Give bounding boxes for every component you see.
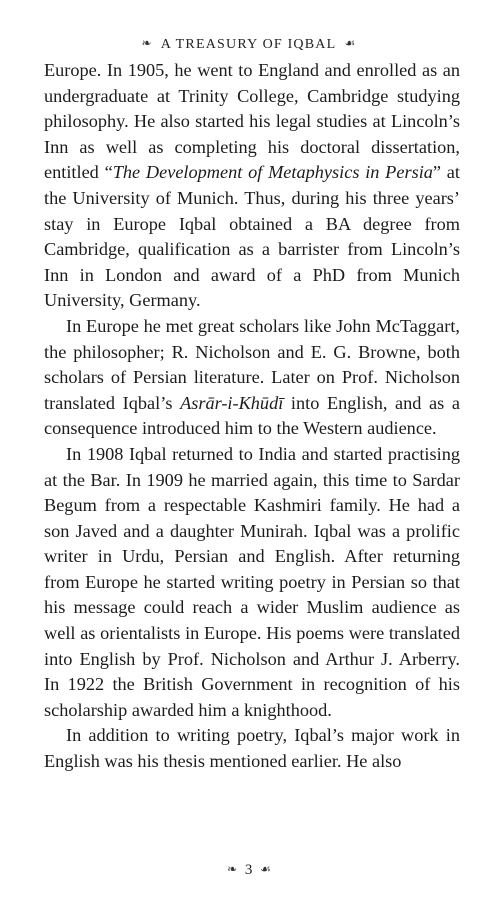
- book-title-asrar: Asrār-i-Khūdī: [180, 392, 284, 413]
- paragraph-2-text: In Europe he met great scholars like John McTaggart, the philosopher; R. Nicholson and E. G. Browne, both scholars of Persian literature. Later on Prof. Nicholson translated Iqbal’s: [44, 315, 460, 413]
- footer-right-ornament-icon: ☙: [260, 862, 271, 876]
- paragraph-1: [44, 58, 460, 314]
- footer-left-ornament-icon: ❧: [227, 862, 238, 876]
- paragraph-4-text: In addition to writing poetry, Iqbal’s major work in English was his thesis mentioned earlier. He also: [44, 725, 460, 772]
- running-header-title: A TREASURY OF IQBAL: [160, 37, 336, 52]
- paragraph-2: [44, 314, 460, 442]
- paragraph-1-text: Europe. In 1905, he went to England and enrolled as an undergraduate at Trinity College, Cambridge studying philosophy. He also started his legal studies at Lincoln’s Inn as well as completing his doctoral dissertation, entitled “: [44, 60, 460, 183]
- paragraph-4: [44, 723, 460, 774]
- page-number: 3: [244, 862, 253, 878]
- dissertation-title: The Development of Metaphysics in Persia: [112, 162, 433, 183]
- paragraph-3-text: In 1908 Iqbal returned to India and started practising at the Bar. In 1909 he married again, this time to Sardar Begum from a respectable Kashmiri family. He had a son Javed and a daughter Munirah. Iqbal was a prolific writer in Urdu, Persian and English. After returning from Europe he started writing poetry in Persian so that his message could reach a wider Muslim audience as well as orientalists in Europe. His poems were translated into English by Prof. Nicholson and Arthur J. Arberry. In 1922 the British Government in recognition of his scholarship awarded him a knighthood.: [44, 443, 460, 720]
- paragraph-1-text-cont: ” at the University of Munich. Thus, during his three years’ stay in Europe Iqbal obtained a BA degree from Cambridge, qualification as a barrister from Lincoln’s Inn in London and award of a PhD from Munich University, Germany.: [44, 162, 460, 311]
- body-text: [44, 58, 460, 775]
- running-header: [0, 36, 498, 53]
- header-right-ornament-icon: ☙: [344, 36, 357, 50]
- paragraph-3: [44, 442, 460, 724]
- page-footer: [0, 862, 498, 879]
- paragraph-2-text-cont: into English, and as a consequence introduced him to the Western audience.: [44, 392, 460, 439]
- header-left-ornament-icon: ❧: [141, 36, 153, 50]
